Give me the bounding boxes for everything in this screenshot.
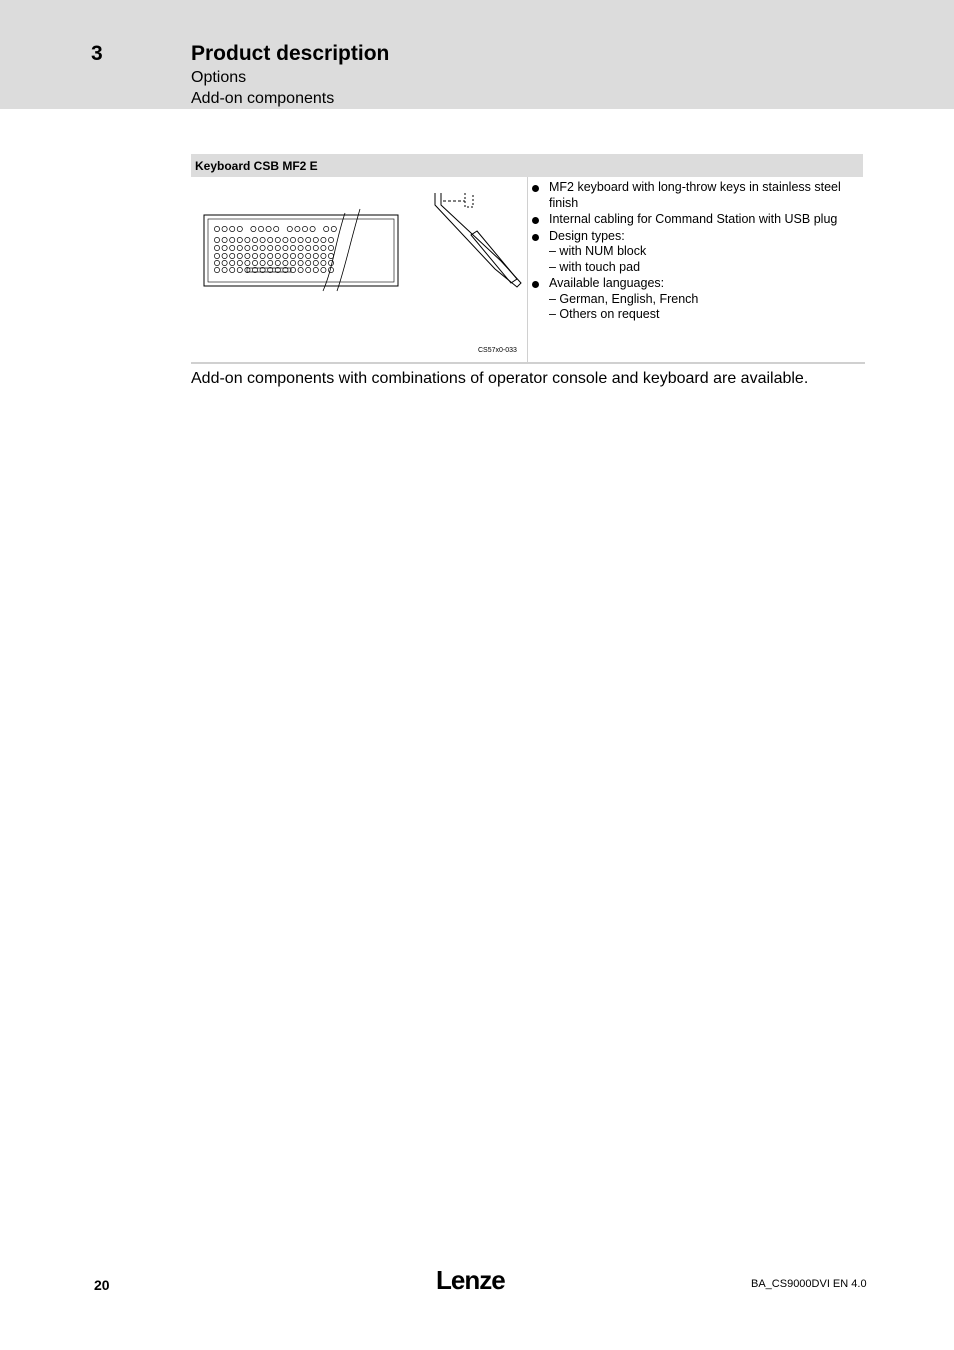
- key-mark: [251, 226, 256, 231]
- key-mark: [298, 253, 303, 258]
- key-mark: [290, 260, 295, 265]
- key-mark: [283, 245, 288, 250]
- key-mark: [214, 267, 219, 272]
- feature-subitem: – Others on request: [549, 307, 660, 321]
- key-mark: [237, 253, 242, 258]
- feature-item: [531, 212, 861, 228]
- key-mark: [331, 226, 336, 231]
- body-paragraph: Add-on components with combinations of operator console and keyboard are available.: [191, 370, 809, 387]
- chapter-number: 3: [91, 42, 103, 65]
- feature-text: Design types:: [549, 228, 625, 243]
- subsection-subtitle: Add-on components: [191, 90, 335, 107]
- key-mark: [230, 245, 235, 250]
- key-mark: [230, 267, 235, 272]
- key-mark: [237, 245, 242, 250]
- key-mark: [252, 237, 257, 242]
- key-mark: [313, 253, 318, 258]
- key-mark: [214, 253, 219, 258]
- key-mark: [275, 245, 280, 250]
- document-id: BA_CS9000DVI EN 4.0: [751, 1278, 867, 1290]
- key-mark: [222, 260, 227, 265]
- bullet-icon: [532, 281, 539, 288]
- feature-item: [531, 229, 861, 276]
- key-mark: [252, 245, 257, 250]
- header-band: [0, 0, 954, 109]
- key-mark: [245, 260, 250, 265]
- key-mark: [237, 267, 242, 272]
- key-mark: [306, 267, 311, 272]
- column-divider: [527, 177, 528, 362]
- key-mark: [328, 267, 333, 272]
- feature-item: [531, 276, 861, 323]
- key-mark: [245, 253, 250, 258]
- key-mark: [214, 245, 219, 250]
- key-mark: [328, 237, 333, 242]
- key-mark: [290, 245, 295, 250]
- key-mark: [275, 253, 280, 258]
- feature-text: Available languages:: [549, 276, 665, 290]
- key-mark: [283, 237, 288, 242]
- key-mark: [313, 267, 318, 272]
- key-mark: [321, 253, 326, 258]
- key-mark: [328, 253, 333, 258]
- feature-subitem: – German, English, French: [549, 291, 699, 306]
- key-mark: [298, 260, 303, 265]
- key-mark: [268, 237, 273, 242]
- key-mark: [324, 226, 329, 231]
- key-mark: [283, 260, 288, 265]
- table-bottom-rule: [191, 362, 865, 364]
- key-mark: [321, 237, 326, 242]
- key-mark: [306, 237, 311, 242]
- key-mark: [321, 245, 326, 250]
- feature-subitem: – with touch pad: [549, 259, 641, 274]
- feature-subitem: – with NUM block: [549, 244, 647, 258]
- key-mark: [222, 253, 227, 258]
- key-mark: [230, 237, 235, 242]
- spacebar-mark: [247, 268, 291, 272]
- key-mark: [328, 245, 333, 250]
- key-mark: [252, 253, 257, 258]
- section-subtitle: Options: [191, 69, 247, 86]
- key-mark: [302, 226, 307, 231]
- key-mark: [321, 260, 326, 265]
- key-mark: [252, 260, 257, 265]
- key-mark: [245, 237, 250, 242]
- key-mark: [290, 237, 295, 242]
- key-mark: [290, 253, 295, 258]
- key-mark: [237, 260, 242, 265]
- key-mark: [268, 245, 273, 250]
- key-mark: [313, 260, 318, 265]
- key-mark: [313, 245, 318, 250]
- key-mark: [237, 226, 242, 231]
- key-mark: [222, 245, 227, 250]
- key-mark: [260, 260, 265, 265]
- feature-item: [531, 180, 861, 211]
- key-mark: [268, 253, 273, 258]
- bullet-icon: [532, 185, 539, 192]
- feature-list: [531, 180, 861, 324]
- key-mark: [230, 226, 235, 231]
- key-mark: [230, 260, 235, 265]
- keyboard-drawing: [195, 183, 530, 303]
- key-mark: [306, 253, 311, 258]
- key-mark: [275, 260, 280, 265]
- key-mark: [298, 245, 303, 250]
- key-mark: [258, 226, 263, 231]
- feature-text: Internal cabling for Command Station with USB plug: [549, 212, 838, 226]
- key-mark: [237, 237, 242, 242]
- table-header: [191, 154, 863, 177]
- key-mark: [214, 260, 219, 265]
- key-mark: [245, 245, 250, 250]
- key-mark: [298, 237, 303, 242]
- key-mark: [260, 245, 265, 250]
- key-mark: [260, 253, 265, 258]
- key-mark: [310, 226, 315, 231]
- key-mark: [328, 260, 333, 265]
- key-mark: [313, 237, 318, 242]
- bullet-icon: [532, 217, 539, 224]
- key-mark: [214, 226, 219, 231]
- page-number: 20: [94, 1277, 110, 1293]
- feature-text: MF2 keyboard with long-throw keys in stainless steel finish: [549, 180, 841, 210]
- brand-logo: Lenze: [436, 1265, 505, 1295]
- key-mark: [321, 267, 326, 272]
- key-mark: [222, 237, 227, 242]
- key-mark: [306, 245, 311, 250]
- key-mark: [222, 226, 227, 231]
- table-title: Keyboard CSB MF2 E: [195, 159, 318, 173]
- key-mark: [298, 267, 303, 272]
- key-mark: [268, 260, 273, 265]
- key-mark: [214, 237, 219, 242]
- key-mark: [306, 260, 311, 265]
- key-mark: [287, 226, 292, 231]
- figure-code: CS57x0-033: [478, 347, 517, 354]
- key-mark: [266, 226, 271, 231]
- key-mark: [260, 237, 265, 242]
- key-mark: [295, 226, 300, 231]
- bullet-icon: [532, 234, 539, 241]
- chapter-title: Product description: [191, 42, 390, 65]
- key-mark: [275, 237, 280, 242]
- key-mark: [222, 267, 227, 272]
- key-mark: [274, 226, 279, 231]
- key-mark: [283, 253, 288, 258]
- key-mark: [230, 253, 235, 258]
